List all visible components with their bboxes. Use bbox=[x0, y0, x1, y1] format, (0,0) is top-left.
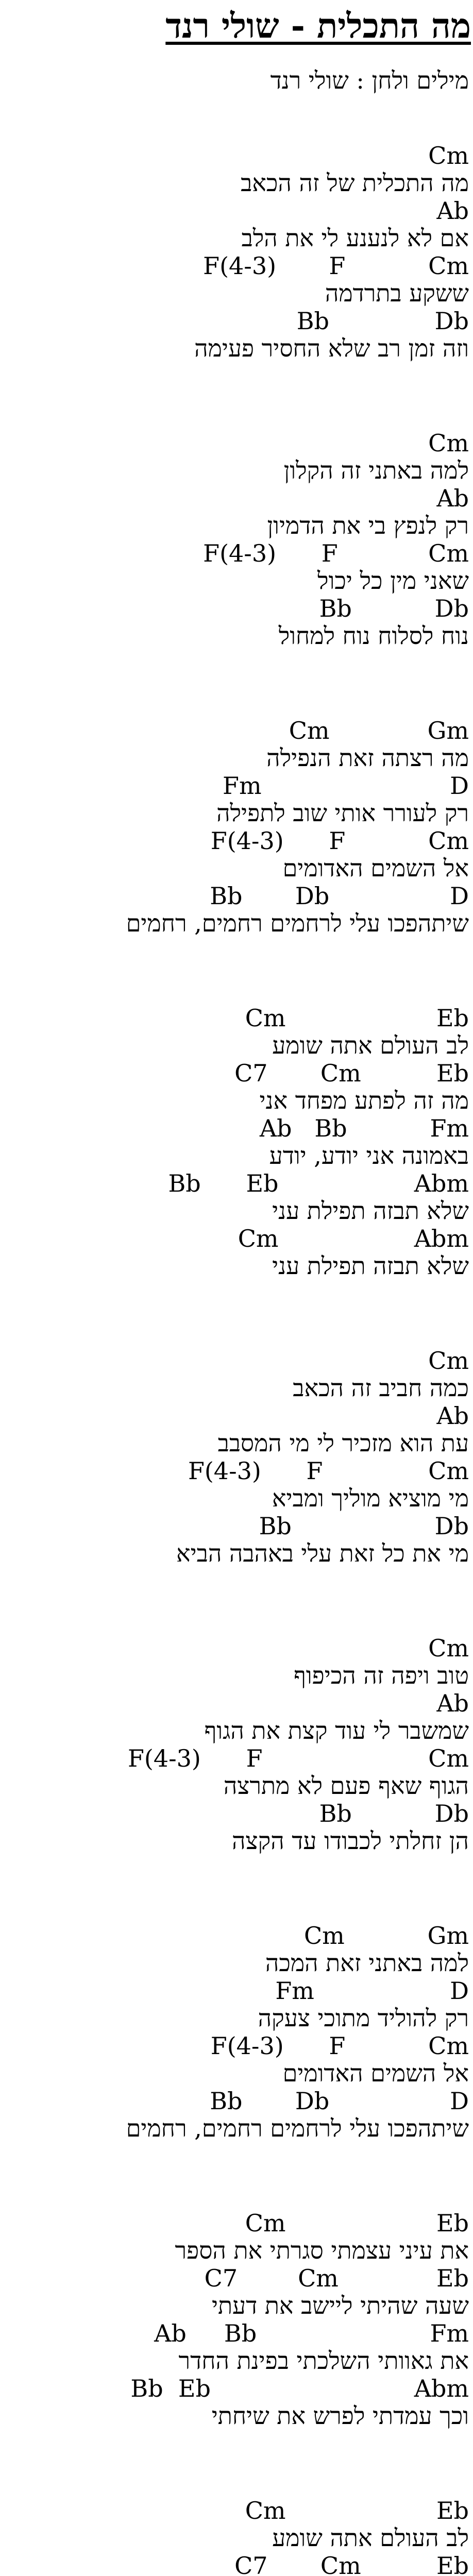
chord-line: C7 Cm Eb bbox=[204, 2264, 469, 2292]
chord-line: Bb Db D bbox=[210, 882, 469, 910]
chord-line: Bb Eb Abm bbox=[168, 1170, 469, 1197]
lyric-line: טוב ויפה זה הכיפוף bbox=[294, 1662, 469, 1689]
song-line bbox=[0, 595, 469, 650]
song-line bbox=[0, 2320, 469, 2375]
song-line bbox=[0, 1635, 469, 1690]
lyric-line: אל השמים האדומים bbox=[282, 854, 469, 882]
chord-line: F(4-3) F Cm bbox=[203, 539, 469, 567]
lyric-line: אל השמים האדומים bbox=[282, 2059, 469, 2087]
chord-line: F(4-3) F Cm bbox=[210, 2032, 469, 2060]
stanza bbox=[0, 142, 469, 363]
song-line bbox=[0, 2497, 469, 2552]
lyric-line: מה זה לפתע מפחד אני bbox=[259, 1087, 469, 1114]
chord-line: Ab bbox=[436, 1689, 469, 1717]
lyric-line: שעה שהיתי ליישב את דעתי bbox=[211, 2292, 469, 2319]
chord-line: Fm D bbox=[223, 772, 469, 800]
credit-line: מילים ולחן : שולי רנד bbox=[270, 66, 469, 94]
song-line bbox=[0, 485, 469, 540]
lyric-line: שאני מין כל יכול bbox=[317, 567, 469, 595]
song-line bbox=[0, 772, 469, 827]
song-line bbox=[0, 308, 469, 363]
chord-line: Ab Bb Fm bbox=[259, 1114, 469, 1142]
lyric-line: רק להוליד מתוכי צעקה bbox=[258, 2004, 469, 2032]
lyric-line: עת הוא מזכיר לי מי המסבב bbox=[217, 1429, 469, 1457]
song-line bbox=[0, 1922, 469, 1977]
song-line bbox=[0, 197, 469, 252]
chord-line: Bb Db bbox=[296, 307, 469, 335]
lyric-line: הן זחלתי לכבודו עד הקצה bbox=[232, 1827, 469, 1855]
chord-line: Cm Eb bbox=[245, 2209, 469, 2237]
song-line bbox=[0, 252, 469, 308]
lyric-line: לב העולם אתה שומע bbox=[272, 1031, 469, 1059]
chord-line: Bb Db bbox=[319, 1800, 469, 1827]
lyric-line: מה רצתה זאת הנפילה bbox=[266, 744, 469, 772]
song-body bbox=[0, 142, 469, 2576]
stanza bbox=[0, 2210, 469, 2430]
song-line bbox=[0, 2552, 469, 2576]
page-title: מה התכלית - שולי רנד bbox=[165, 6, 471, 46]
stanza bbox=[0, 2497, 469, 2576]
chord-line: Cm bbox=[428, 1347, 469, 1375]
stanza bbox=[0, 430, 469, 650]
song-line bbox=[0, 827, 469, 883]
chord-line: Bb Db bbox=[319, 595, 469, 622]
lyric-line: מי את כל זאת עלי באהבה הביא bbox=[176, 1539, 469, 1567]
song-line bbox=[0, 2265, 469, 2320]
song-line bbox=[0, 1170, 469, 1225]
lyric-line: וזה זמן רב שלא החסיר פעימה bbox=[194, 334, 469, 362]
song-line bbox=[0, 1005, 469, 1060]
song-line bbox=[0, 1800, 469, 1855]
lyric-line: לב העולם אתה שומע bbox=[272, 2524, 469, 2552]
chord-line: Cm bbox=[428, 142, 469, 170]
song-line bbox=[0, 1690, 469, 1745]
song-line bbox=[0, 1225, 469, 1280]
song-line bbox=[0, 430, 469, 485]
song-line bbox=[0, 1402, 469, 1458]
chord-line: F(4-3) F Cm bbox=[127, 1744, 469, 1772]
stanza bbox=[0, 1922, 469, 2143]
chord-line: Ab bbox=[436, 197, 469, 225]
lyric-line: למה באתני זאת המכה bbox=[265, 1949, 469, 1977]
chord-line: Bb Eb Abm bbox=[130, 2375, 469, 2402]
lyric-line: שמשבר לי עוד קצת את הגוף bbox=[204, 1717, 469, 1744]
chord-line: Ab bbox=[436, 1402, 469, 1430]
stanza bbox=[0, 1347, 469, 1568]
lyric-line: רק לנפץ בי את הדמיון bbox=[267, 512, 469, 539]
lyric-line: הגוף שאף פעם לא מתרצה bbox=[223, 1772, 469, 1800]
chord-line: Ab bbox=[436, 484, 469, 512]
chord-line: Bb Db bbox=[259, 1512, 469, 1540]
chord-line: C7 Cm Eb bbox=[234, 1059, 469, 1087]
song-line bbox=[0, 1347, 469, 1402]
song-line bbox=[0, 1060, 469, 1115]
chord-line: Cm Abm bbox=[238, 1225, 469, 1252]
lyric-line: וכך עמדתי לפרש את שיחתי bbox=[211, 2402, 469, 2430]
lyric-line: את עיני עצמתי סגרתי את הספר bbox=[175, 2236, 469, 2264]
chord-line: F(4-3) F Cm bbox=[210, 827, 469, 855]
chord-line: Cm Gm bbox=[303, 1922, 469, 1950]
chord-line: C7 Cm Eb bbox=[234, 2552, 469, 2576]
stanza bbox=[0, 717, 469, 938]
lyric-line: כמה חביב זה הכאב bbox=[293, 1374, 469, 1402]
song-line bbox=[0, 2375, 469, 2430]
chord-line: Fm D bbox=[275, 1977, 469, 2005]
chord-line: Bb Db D bbox=[210, 2087, 469, 2115]
song-line bbox=[0, 883, 469, 938]
lyric-line: שיתהפכו עלי לרחמים רחמים, רחמים bbox=[126, 2114, 469, 2142]
chord-line: Cm Eb bbox=[245, 2497, 469, 2524]
song-line bbox=[0, 540, 469, 595]
chord-line: Cm bbox=[428, 429, 469, 457]
lyric-line: שלא תבזה תפילת עני bbox=[272, 1197, 469, 1225]
lyric-line: מי מוציא מוליך ומביא bbox=[272, 1484, 469, 1512]
lyric-line: נוח לסלוח נוח למחול bbox=[278, 622, 469, 650]
chord-line: Cm Eb bbox=[245, 1004, 469, 1032]
chord-line: F(4-3) F Cm bbox=[188, 1457, 469, 1485]
song-line bbox=[0, 1513, 469, 1568]
chord-line: Ab Bb Fm bbox=[154, 2319, 469, 2347]
song-line bbox=[0, 2032, 469, 2088]
song-line bbox=[0, 2210, 469, 2265]
lyric-line: ששקע בתרדמה bbox=[325, 279, 469, 307]
lyric-line: מה התכלית של זה הכאב bbox=[241, 169, 469, 197]
lyric-line: רק לעורר אותי שוב לתפילה bbox=[216, 799, 469, 827]
lyric-line: למה באתני זה הקלון bbox=[283, 456, 469, 484]
song-line bbox=[0, 1745, 469, 1800]
stanza bbox=[0, 1635, 469, 1855]
lyric-line: את גאוותי השלכתי בפינת החדר bbox=[178, 2347, 469, 2375]
song-line bbox=[0, 2088, 469, 2143]
lyric-line: שלא תבזה תפילת עני bbox=[272, 1252, 469, 1280]
chord-line: Cm Gm bbox=[289, 717, 469, 744]
song-line bbox=[0, 1977, 469, 2032]
chord-line: Cm bbox=[428, 1634, 469, 1662]
lyric-line: באמונה אני יודע, יודע bbox=[269, 1142, 469, 1170]
song-line bbox=[0, 1115, 469, 1170]
song-line bbox=[0, 142, 469, 197]
stanza bbox=[0, 1005, 469, 1280]
song-line bbox=[0, 717, 469, 772]
song-line bbox=[0, 1458, 469, 1513]
lyric-line: שיתהפכו עלי לרחמים רחמים, רחמים bbox=[126, 909, 469, 937]
lyric-line: אם לא לנענע לי את הלב bbox=[241, 224, 469, 252]
chord-line: F(4-3) F Cm bbox=[203, 252, 469, 280]
